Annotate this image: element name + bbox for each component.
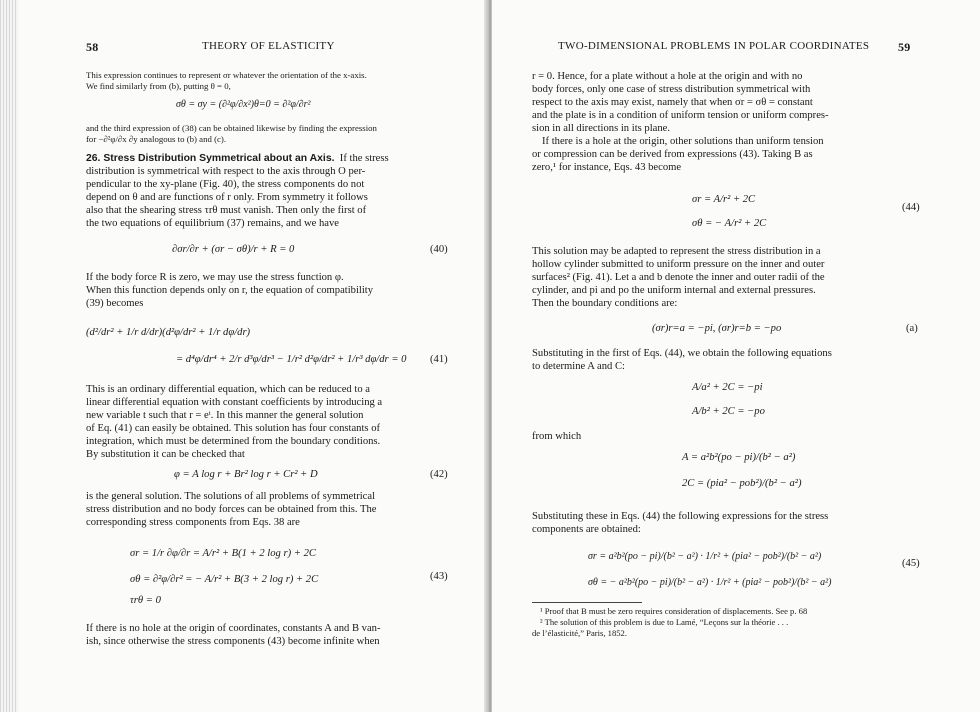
equation-43-tau: τrθ = 0 (130, 595, 161, 606)
paragraph-general-solution: is the general solution. The solutions of all problems of symmetrical stress distribution and no body forces can be obtained from this. The corresponding stress components from Eqs. 38 are (86, 491, 377, 528)
equation-40: ∂σr/∂r + (σr − σθ)/r + R = 0 (172, 244, 295, 255)
equation-43 (130, 541, 318, 609)
paragraph-hollow-cylinder: This solution may be adapted to represent the stress distribution in a hollow cylinder submitted to uniform pressure on the inner and outer surfaces² (Fig. 41). Let a and b denote the inner and outer radii of the cylinder, and pi and po the uniform internal and external pressures. Then the boundary conditions are: (532, 246, 825, 309)
left-page (0, 0, 488, 712)
equation-42-label: (42) (430, 469, 448, 480)
after-equation-text: and the third expression of (38) can be obtained likewise by finding the expression for −∂²φ/∂x ∂y analogous to (b) and (c). (86, 123, 377, 144)
paragraph-stress-components: Substituting these in Eqs. (44) the following expressions for the stress components are obtained: (532, 511, 829, 535)
equation-44-label: (44) (902, 202, 920, 213)
paragraph-ode: This is an ordinary differential equation, which can be reduced to a linear differential equation with constant coefficients by introducing a new variable t such that r = eᵗ. In this manner the general solution of Eq. (41) can easily be obtained. This solution has four constants of integration, which must be determined from the boundary conditions. By substitution it can be checked that (86, 384, 383, 460)
right-running-head: TWO-DIMENSIONAL PROBLEMS IN POLAR COORDINATES (558, 40, 870, 52)
paragraph-substituting: Substituting in the first of Eqs. (44), we obtain the following equations to determine A and C: (532, 348, 832, 372)
equation-41-top: (d²/dr² + 1/r d/dr)(d²φ/dr² + 1/r dφ/dr) (86, 327, 251, 338)
equation-41-label: (41) (430, 354, 448, 365)
equation-45-sigma-r: σr = a²b²(po − pi)/(b² − a²) · 1/r² + (pia² − pob²)/(b² − a²) (588, 551, 822, 562)
equation-45-sigma-theta: σθ = − a²b²(po − pi)/(b² − a²) · 1/r² + (pia² − pob²)/(b² − a²) (588, 577, 832, 588)
equation-43-label: (43) (430, 571, 448, 582)
from-which-text: from which (532, 431, 582, 442)
equation-a: (σr)r=a = −pi, (σr)r=b = −po (652, 323, 782, 334)
equation-44-sigma-r: σr = A/r² + 2C (692, 194, 756, 205)
footnote-1: ¹ Proof that B must be zero requires consideration of displacements. See p. 68 (540, 606, 808, 616)
page-edge-shading (0, 0, 18, 712)
equation-44-sigma-theta: σθ = − A/r² + 2C (692, 218, 767, 229)
equation-41-bottom: = d⁴φ/dr⁴ + 2/r d³φ/dr³ − 1/r² d²φ/dr² + 1/r³ dφ/dr = 0 (176, 354, 407, 365)
equation-40-label: (40) (430, 244, 448, 255)
left-running-head: THEORY OF ELASTICITY (202, 40, 335, 52)
footnote-rule (532, 602, 642, 603)
right-page (492, 0, 980, 712)
equation-44 (692, 188, 766, 236)
equations-a-c: A/a² + 2C = −pi A/b² + 2C = −po (692, 382, 765, 417)
equation-43-sigma-theta: σθ = ∂²φ/∂r² = − A/r² + B(3 + 2 log r) + 2C (130, 574, 319, 585)
footnote-2: ² The solution of this problem is due to Lamé, “Leçons sur la théorie . . . (540, 617, 789, 627)
paragraph-uniform-tension: r = 0. Hence, for a plate without a hole at the origin and with no body forces, only one case of stress distribution symmetrical with respect to the axis may exist, namely that when σr = σθ = constant and the plate is in a condition of uniform tension or uniform compres- sion in all directions in its plane. If there is a hole at the origin, other solutions than uniform tension or compression can be derived from expressions (43). Taking B as zero,¹ for instance, Eqs. 43 become (532, 71, 829, 173)
left-page-number: 58 (86, 40, 99, 54)
section-heading: 26. Stress Distribution Symmetrical about an Axis. (86, 153, 335, 164)
equation-a-label: (a) (906, 323, 918, 334)
equation-45-label: (45) (902, 558, 920, 569)
equation-43-sigma-r: σr = 1/r ∂φ/∂r = A/r² + B(1 + 2 log r) + 2C (130, 548, 316, 559)
paragraph-body-force: If the body force R is zero, we may use the stress function φ. When this function depends only on r, the equation of compatibility (39) becomes (86, 272, 374, 309)
equations-solution: A = a²b²(po − pi)/(b² − a²) 2C = (pia² − pob²)/(b² − a²) (682, 452, 802, 489)
section-26-paragraph: 26. Stress Distribution Symmetrical about an Axis. If the stress distribution is symmetrical with respect to the axis through O per- pendicular to the xy-plane (Fig. 40), the stress components do not depend on θ and are functions of r only. From symmetry it follows also that the shearing stress τrθ must vanish. Then only the first of the two equations of equilibrium (37) remains, and we have (86, 153, 389, 229)
equation-42: φ = A log r + Br² log r + Cr² + D (174, 469, 318, 480)
equation-45 (588, 544, 832, 596)
footnotes (532, 606, 808, 639)
footnote-2-continued: de l’élasticité,” Paris, 1852. (532, 628, 627, 638)
intro-text: This expression continues to represent σr whatever the orientation of the x-axis. We find similarly from (b), putting θ = 0, (86, 70, 367, 91)
paragraph-no-hole: If there is no hole at the origin of coordinates, constants A and B van- ish, since otherwise the stress components (43) become infinite when (86, 623, 381, 647)
equation-sigma-theta-zero: σθ = σy = (∂²φ/∂x²)θ=0 = ∂²φ/∂r² (176, 99, 311, 110)
right-page-number: 59 (898, 40, 911, 54)
